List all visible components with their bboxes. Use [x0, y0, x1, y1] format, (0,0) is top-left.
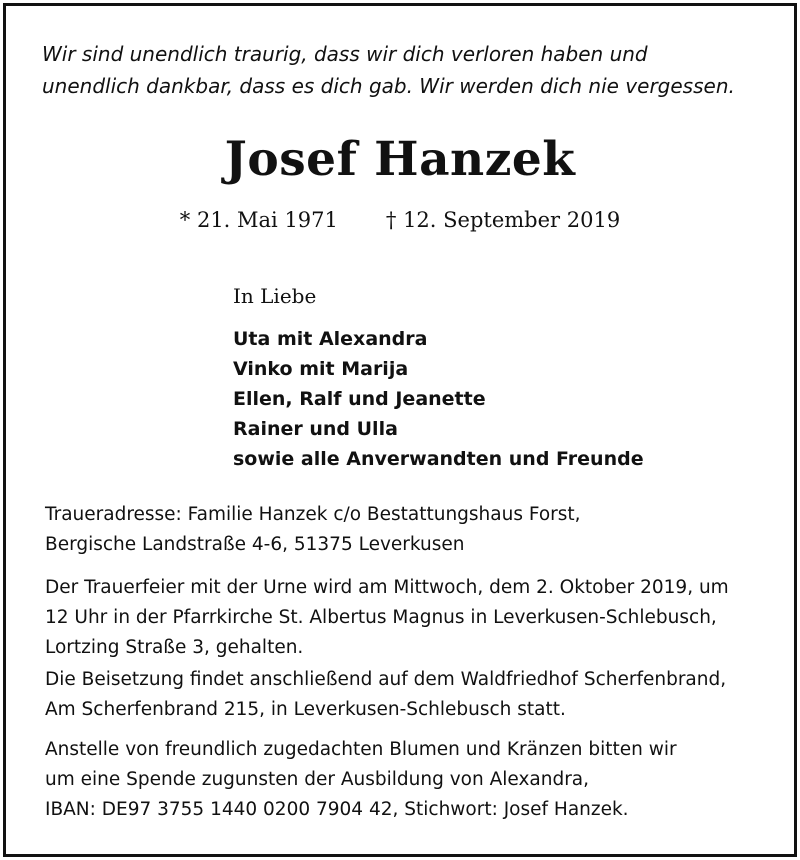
ceremony-line: Lortzing Straße 3, gehalten.: [45, 637, 304, 658]
mourner-entry: Vinko mit Marija: [233, 358, 409, 380]
life-dates: [0, 205, 800, 235]
mourner-entry: Rainer und Ulla: [233, 418, 398, 440]
mourner-entry: sowie alle Anverwandten und Freunde: [233, 448, 644, 470]
mourners-list: [233, 324, 644, 474]
quote-line: unendlich dankbar, dass es dich gab. Wir werden dich nie vergessen.: [42, 74, 735, 98]
donation-line: um eine Spende zugunsten der Ausbildung von Alexandra,: [45, 769, 590, 790]
mourner-entry: Ellen, Ralf und Jeanette: [233, 388, 486, 410]
deceased-name: Josef Hanzek: [224, 132, 576, 187]
death-date: † 12. September 2019: [385, 208, 621, 232]
donation-line: Anstelle von freundlich zugedachten Blumen und Kränzen bitten wir: [45, 739, 677, 760]
memorial-quote: [42, 38, 772, 102]
address-line: Bergische Landstraße 4-6, 51375 Leverkusen: [45, 534, 465, 555]
mourning-address: [45, 500, 765, 560]
address-line: Traueradresse: Familie Hanzek c/o Bestattungshaus Forst,: [45, 504, 581, 525]
in-love-label: In Liebe: [233, 284, 317, 308]
burial-info: [45, 665, 765, 725]
quote-line: Wir sind unendlich traurig, dass wir dich verloren haben und: [42, 42, 648, 66]
burial-line: Am Scherfenbrand 215, in Leverkusen-Schlebusch statt.: [45, 699, 566, 720]
birth-date: * 21. Mai 1971: [179, 208, 338, 232]
mourner-entry: Uta mit Alexandra: [233, 328, 428, 350]
ceremony-line: 12 Uhr in der Pfarrkirche St. Albertus Magnus in Leverkusen-Schlebusch,: [45, 607, 717, 628]
donation-line: IBAN: DE97 3755 1440 0200 7904 42, Stichwort: Josef Hanzek.: [45, 799, 629, 820]
ceremony-line: Der Trauerfeier mit der Urne wird am Mittwoch, dem 2. Oktober 2019, um: [45, 577, 729, 598]
donation-info: [45, 735, 765, 825]
ceremony-info: [45, 573, 765, 663]
burial-line: Die Beisetzung findet anschließend auf dem Waldfriedhof Scherfenbrand,: [45, 669, 727, 690]
